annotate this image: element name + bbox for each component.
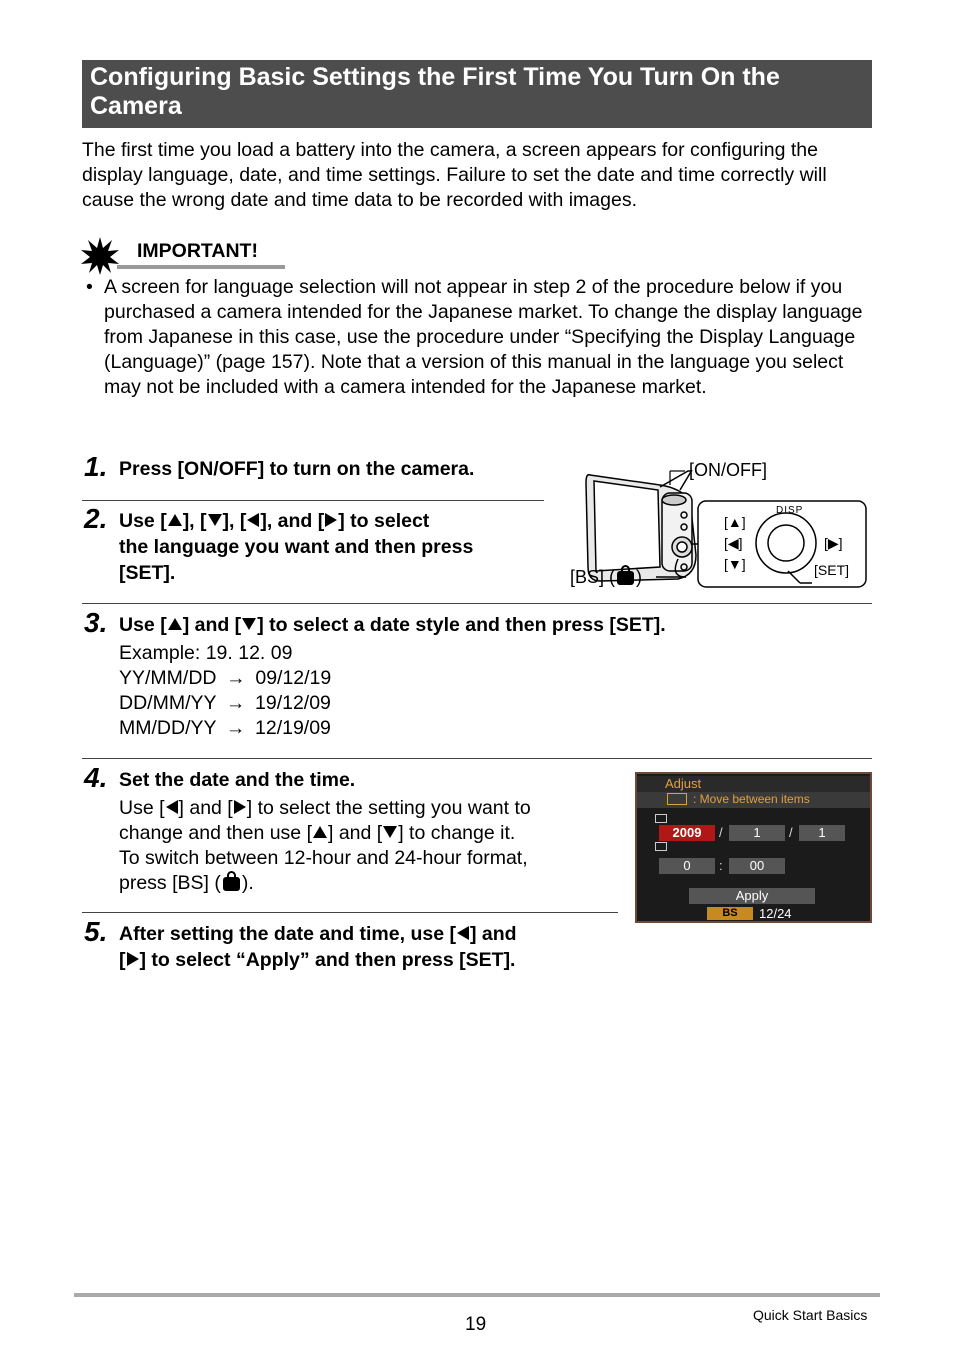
step-3-text: Use [ ] and [ ] to select a date style and then press [SET].	[119, 614, 666, 636]
hour-field: 0	[659, 858, 715, 874]
page-number: 19	[465, 1314, 487, 1335]
day-field: 1	[799, 825, 845, 841]
page-title: Configuring Basic Settings the First Time You Turn On the Camera	[90, 63, 780, 120]
right-arrow-icon	[325, 513, 337, 527]
step-divider	[82, 912, 618, 913]
lock-icon	[617, 571, 634, 585]
lr-keys-icon	[667, 793, 687, 805]
year-field: 2009	[659, 825, 715, 841]
right-arrow-icon	[127, 952, 139, 966]
important-underline	[117, 265, 285, 269]
intro-paragraph: The first time you load a battery into the camera, a screen appears for configuring the display language, date, and time settings. Failure to set the date and time correctly will cause the wrong date and time data to be recorded with images.	[82, 139, 827, 211]
adjust-screen: Adjust : Move between items 2009 / 1 / 1 0 : 00 Apply BS 12/24	[635, 772, 872, 923]
on-off-label: [ON/OFF]	[689, 460, 767, 480]
date-example: Example: 19. 12. 09	[119, 642, 293, 664]
step-divider	[82, 758, 872, 759]
date-style-row: DD/MM/YY → 19/12/09	[119, 692, 331, 714]
step-2-text: Use [ ], [ ], [ ], and [ ] to select the language you want and then press [SET].	[119, 510, 474, 584]
arrow-icon: →	[226, 667, 246, 689]
screen-hint: : Move between items	[693, 792, 810, 806]
step-divider	[82, 500, 544, 501]
important-note: A screen for language selection will not appear in step 2 of the procedure below if you purchased a camera intended for the Japanese market. To change the display language from Japanese in this case, use the procedure under “Specifying the Display Language (Language)” (page 157). Note that a version of this manual in the language you select may not be included with a camera intended for the Japanese market.	[104, 276, 863, 398]
minute-field: 00	[729, 858, 785, 874]
left-arrow-icon	[247, 513, 259, 527]
step-5-number: 5.	[84, 916, 108, 947]
down-indicator-icon	[655, 842, 667, 851]
left-arrow-icon	[166, 800, 178, 814]
bs-label: [BS] ( )	[570, 567, 643, 587]
down-arrow-icon	[242, 618, 256, 630]
important-label: IMPORTANT!	[137, 240, 258, 262]
step-3-number: 3.	[84, 607, 108, 638]
apply-button: Apply	[689, 888, 815, 904]
format-label: 12/24	[759, 906, 792, 921]
arrow-icon: →	[225, 692, 246, 714]
burst-icon	[80, 236, 120, 276]
lock-icon	[223, 877, 240, 891]
right-button-label: [▶]	[824, 535, 843, 551]
date-style-row: YY/MM/DD → 09/12/19	[119, 667, 332, 689]
screen-title: Adjust	[665, 776, 702, 791]
down-button-label: [▼]	[724, 556, 746, 572]
up-indicator-icon	[655, 814, 667, 823]
up-button-label: [▲]	[724, 514, 746, 530]
step-4-text: Use [ ] and [ ] to select the setting you want to change and then use [ ] and [ ] to change it. To switch between 12-hour and 24-hour format, press [BS] ( ).	[119, 797, 531, 894]
down-arrow-icon	[383, 826, 397, 838]
up-arrow-icon	[313, 826, 327, 838]
left-button-label: [◀]	[724, 535, 743, 551]
date-style-row: MM/DD/YY → 12/19/09	[119, 717, 331, 739]
step-4-number: 4.	[84, 762, 108, 793]
month-field: 1	[729, 825, 785, 841]
footer-rule	[74, 1293, 880, 1297]
down-arrow-icon	[208, 514, 222, 526]
set-button-label: [SET]	[814, 562, 850, 578]
disp-label: DISP	[776, 505, 804, 516]
right-arrow-icon	[234, 800, 246, 814]
step-1-text: Press [ON/OFF] to turn on the camera.	[119, 458, 475, 480]
up-arrow-icon	[168, 514, 182, 526]
arrow-icon: →	[225, 717, 246, 739]
step-4-heading: Set the date and the time.	[119, 769, 356, 791]
step-2-number: 2.	[84, 503, 108, 534]
bullet-dot: •	[86, 276, 93, 298]
step-1-number: 1.	[84, 451, 108, 482]
step-5-text: After setting the date and time, use [ ] and [ ] to select “Apply” and then press [SET].	[119, 923, 517, 971]
left-arrow-icon	[457, 926, 469, 940]
bs-key-badge: BS	[707, 907, 753, 920]
step-divider	[82, 603, 872, 604]
up-arrow-icon	[168, 618, 182, 630]
section-name: Quick Start Basics	[753, 1307, 868, 1323]
